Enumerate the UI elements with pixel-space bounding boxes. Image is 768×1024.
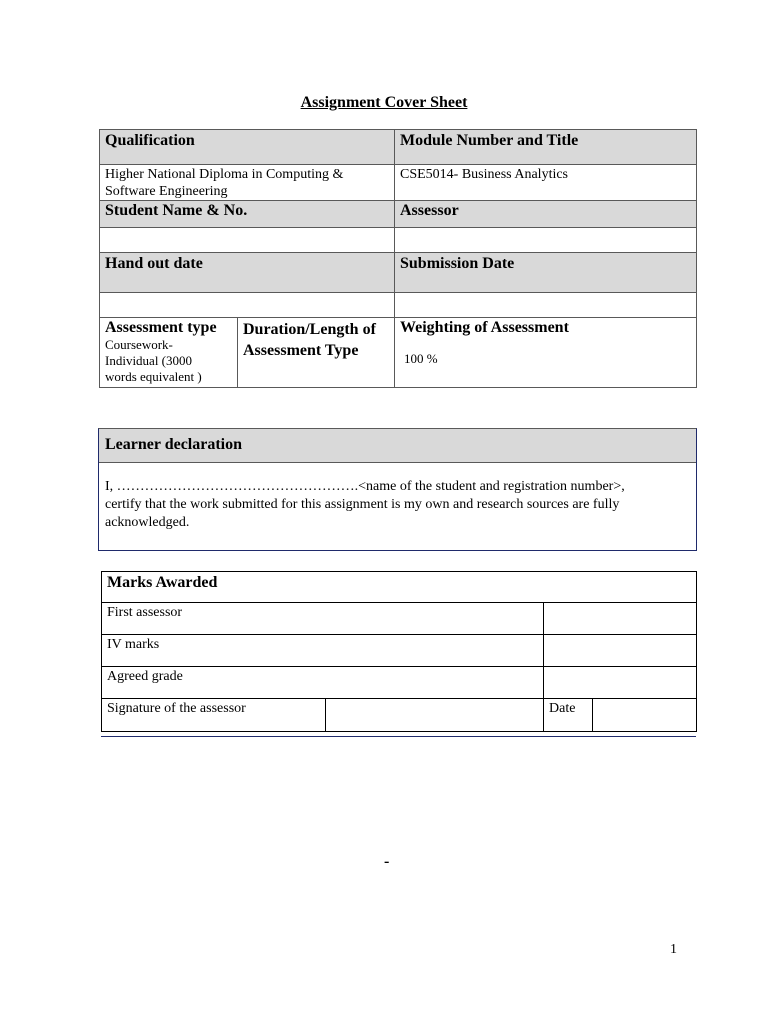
weighting-label: Weighting of Assessment [400,319,569,336]
first-assessor-label-cell [102,603,544,635]
agreed-grade-label: Agreed grade [107,669,183,684]
marks-heading: Marks Awarded [107,574,218,591]
module-header [395,130,697,165]
declaration-heading: Learner declaration [99,429,696,463]
date-value-cell[interactable] [593,699,697,732]
date-label-cell [544,699,593,732]
student-value-cell[interactable] [100,228,395,253]
module-value-text: CSE5014- Business Analytics [400,167,569,182]
marks-awarded-table [101,571,697,732]
student-header [100,201,395,228]
signature-label-cell [102,699,326,732]
assessor-header [395,201,697,228]
student-label: Student Name & No. [105,202,248,219]
duration-cell [238,318,395,388]
iv-marks-label-cell [102,635,544,667]
handout-value-cell[interactable] [100,293,395,318]
signature-value-cell[interactable] [326,699,544,732]
agreed-grade-label-cell [102,667,544,699]
qualification-value [100,165,395,201]
qualification-header [100,130,395,165]
assessment-type-label: Assessment type [105,319,217,336]
submission-label: Submission Date [400,255,515,272]
page-title: Assignment Cover Sheet [300,94,468,111]
bottom-rule [101,736,696,737]
handout-label: Hand out date [105,255,203,272]
agreed-grade-value-cell[interactable] [544,667,697,699]
first-assessor-label: First assessor [107,605,183,620]
qualification-value-line2: Software Engineering [105,184,228,199]
iv-marks-label: IV marks [107,637,160,652]
assessment-type-value-line3: words equivalent ) [105,369,202,384]
duration-label-line1: Duration/Length of [243,321,376,338]
page-number: 1 [670,942,677,957]
assessor-value-cell[interactable] [395,228,697,253]
assessment-type-value-line1: Coursework- [105,337,173,352]
first-assessor-value-cell[interactable] [544,603,697,635]
qualification-label: Qualification [105,132,195,149]
declaration-line2: certify that the work submitted for this assignment is my own and research sources are fully [105,497,620,512]
assessment-type-value-line2: Individual (3000 [105,353,193,368]
submission-header [395,253,697,293]
weighting-cell [395,318,697,388]
handout-header [100,253,395,293]
weighting-value: 100 % [404,351,438,366]
declaration-body [99,463,696,532]
declaration-line3: acknowledged. [105,515,190,530]
assessment-type-cell [100,318,238,388]
marks-heading-cell [102,572,697,603]
assignment-info-table [99,129,697,388]
module-label: Module Number and Title [400,132,579,149]
qualification-value-line1: Higher National Diploma in Computing & [105,167,344,182]
learner-declaration-box [98,428,697,551]
center-dash: - [384,853,390,870]
iv-marks-value-cell[interactable] [544,635,697,667]
module-value [395,165,697,201]
duration-label-line2: Assessment Type [243,342,359,359]
submission-value-cell[interactable] [395,293,697,318]
assessor-label: Assessor [400,202,459,219]
date-label: Date [549,701,576,716]
signature-label: Signature of the assessor [107,701,246,716]
declaration-line1: I, …………………………………………….<name of the student and registration number>, [105,479,625,494]
